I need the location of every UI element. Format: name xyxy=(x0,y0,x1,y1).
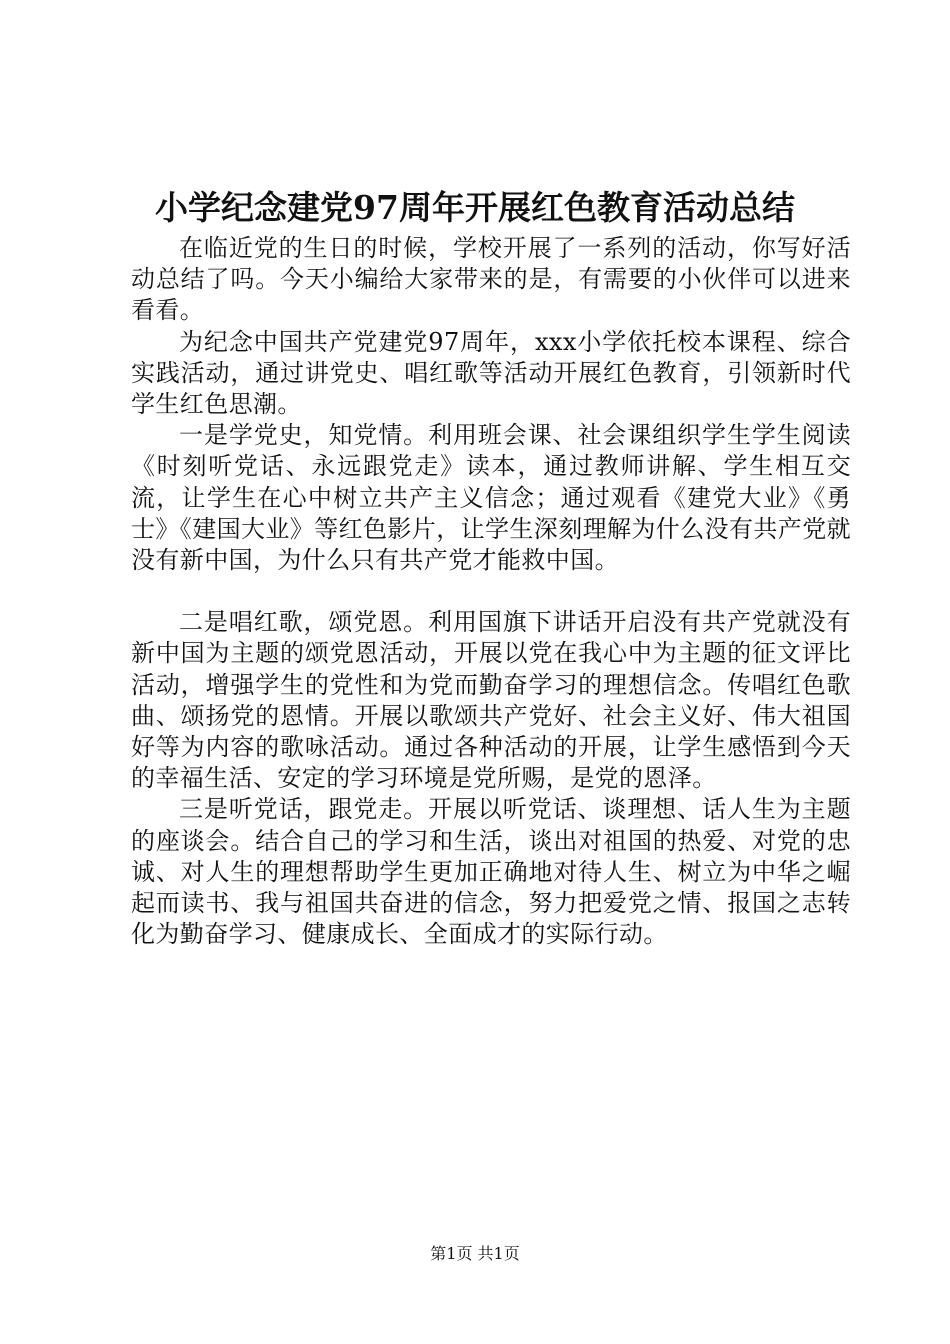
document-body xyxy=(131,233,851,950)
document-title: 小学纪念建党97周年开展红色教育活动总结 xyxy=(155,188,795,227)
page-number-footer: 第1页 共1页 xyxy=(430,1244,520,1263)
paragraph-intro: 在临近党的生日的时候，学校开展了一系列的活动，你写好活动总结了吗。今天小编给大家带来的是，有需要的小伙伴可以进来看看。 xyxy=(131,234,851,325)
paragraph-part-three: 三是听党话，跟党走。开展以听党话、谈理想、话人生为主题的座谈会。结合自己的学习和生活，谈出对祖国的热爱、对党的忠诚、对人生的理想帮助学生更加正确地对待人生、树立为中华之崛起而读书、我与祖国共奋进的信念，努力把爱党之情、报国之志转化为勤奋学习、健康成长、全面成才的实际行动。 xyxy=(131,795,851,949)
paragraph-part-two: 二是唱红歌，颂党恩。利用国旗下讲话开启没有共产党就没有新中国为主题的颂党恩活动，开展以党在我心中为主题的征文评比活动，增强学生的党性和为党而勤奋学习的理想信念。传唱红色歌曲、颂扬党的恩情。开展以歌颂共产党好、社会主义好、伟大祖国好等为内容的歌咏活动。通过各种活动的开展，让学生感悟到今天的幸福生活、安定的学习环境是党所赐，是党的恩泽。 xyxy=(131,608,851,793)
paragraph-part-one: 一是学党史，知党情。利用班会课、社会课组织学生学生阅读《时刻听党话、永远跟党走》读本，通过教师讲解、学生相互交流，让学生在心中树立共产主义信念；通过观看《建党大业》《勇士》《建国大业》等红色影片，让学生深刻理解为什么没有共产党就没有新中国，为什么只有共产党才能救中国。 xyxy=(131,421,851,575)
paragraph-purpose: 为纪念中国共产党建党97周年，xxx小学依托校本课程、综合实践活动，通过讲党史、唱红歌等活动开展红色教育，引领新时代学生红色思潮。 xyxy=(131,327,851,419)
